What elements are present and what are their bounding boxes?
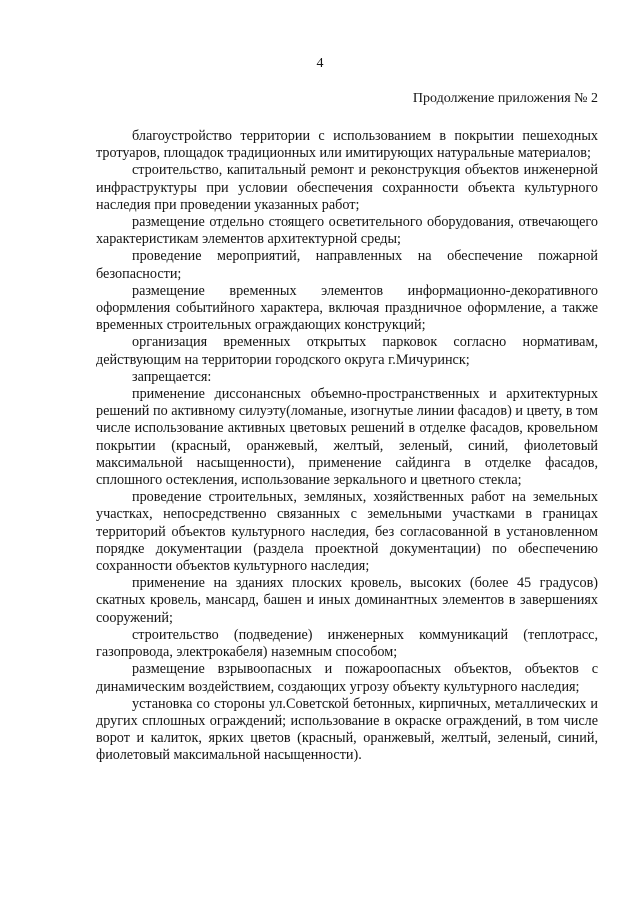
appendix-continuation-note: Продолжение приложения № 2 <box>412 91 598 106</box>
paragraph-dissonant-solutions: применение диссонансных объемно-пространственных и архитектурных решений по активному силуэту(ломаные, изогнутые линии фасадов) и цвету, в том числе использование активных цветовых решений в отделке фасадов, кровельном покрытии (красный, оранжевый, желтый, зеленый, синий, фиолетовый максимальной насыщенности), применение сайдинга в отделке фасадов, сплошного остекления, использование зеркального и цветного стекла; <box>96 386 598 489</box>
paragraph-prohibited-heading: запрещается: <box>132 368 212 385</box>
paragraph-lighting: размещение отдельно стоящего осветительного оборудования, отвечающего характеристикам элементов архитектурной среды; <box>96 214 598 248</box>
document-body <box>96 128 598 765</box>
paragraph-temporary-parking: организация временных открытых парковок согласно нормативам, действующим на территории городского округа г.Мичуринск; <box>96 334 598 368</box>
paragraph-hazardous-objects: размещение взрывоопасных и пожароопасных объектов, объектов с динамическим воздействием, создающих угрозу объекту культурного наследия; <box>96 661 598 695</box>
paragraph-construction-works: проведение строительных, земляных, хозяйственных работ на земельных участках, непосредственно связанных с земельными участками в границах территорий объектов культурного наследия, без согласованной в установленном порядке документации (раздела проектной документации) по обеспечению сохранности объектов культурного наследия; <box>96 489 598 575</box>
paragraph-ground-utilities: строительство (подведение) инженерных коммуникаций (теплотрасс, газопровода, электрокабеля) наземным способом; <box>96 626 598 661</box>
paragraph-engineering-infrastructure: строительство, капитальный ремонт и реконструкция объектов инженерной инфраструктуры при условии обеспечения сохранности объекта культурного наследия при проведении указанных работ; <box>96 162 598 213</box>
page-number: 4 <box>316 56 324 71</box>
paragraph-fences: установка со стороны ул.Советской бетонных, кирпичных, металлических и других сплошных ограждений; использование в окраске ограждений, в том числе ворот и калиток, ярких цветов (красный, оранжевый, желтый, зеленый, синий, фиолетовый максимальной насыщенности). <box>96 695 598 764</box>
paragraph-landscaping: благоустройство территории с использованием в покрытии пешеходных тротуаров, площадок традиционных или имитирующих натуральные материалов; <box>96 128 598 162</box>
paragraph-temporary-decoration: размещение временных элементов информационно-декоративного оформления событийного характера, включая праздничное оформление, а также временных строительных ограждающих конструкций; <box>96 282 598 334</box>
paragraph-fire-safety: проведение мероприятий, направленных на обеспечение пожарной безопасности; <box>96 248 598 282</box>
paragraph-roofs: применение на зданиях плоских кровель, высоких (более 45 градусов) скатных кровель, мансард, башен и иных доминантных элементов в завершениях сооружений; <box>96 575 598 626</box>
